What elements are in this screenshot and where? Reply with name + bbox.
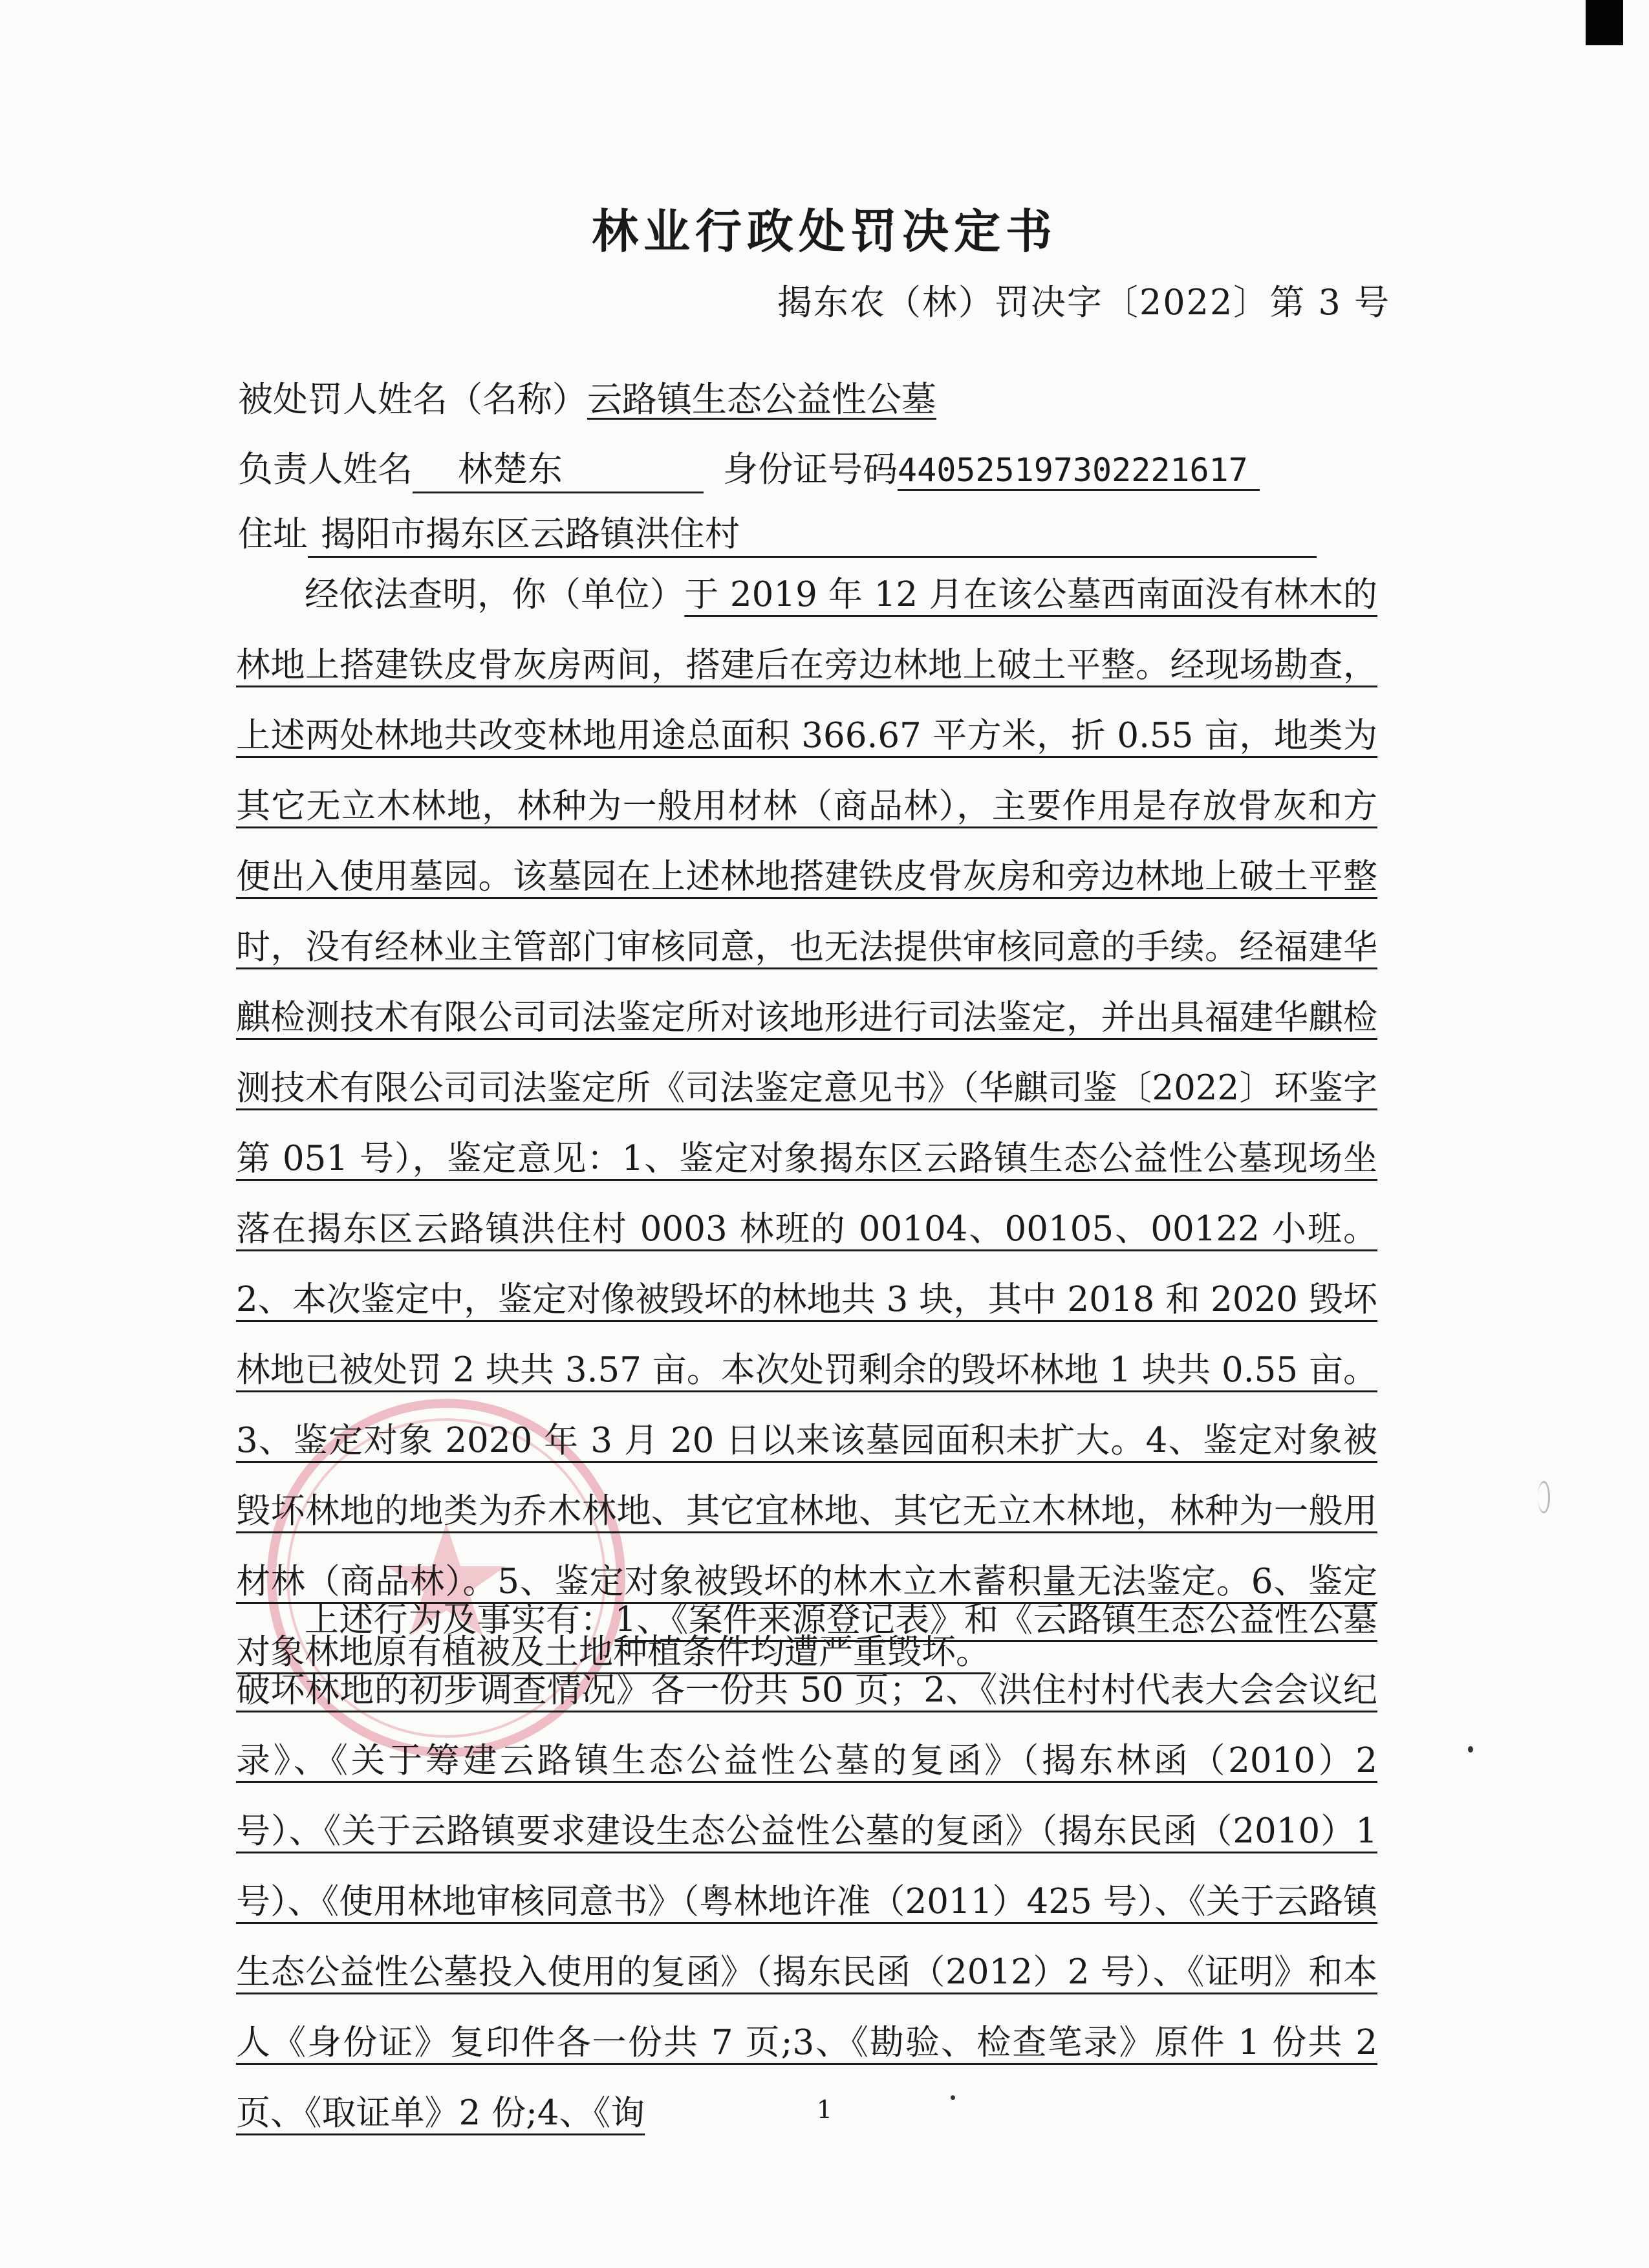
scan-speck	[951, 2095, 955, 2100]
page-number: 1	[816, 2095, 833, 2124]
responsible-person-label: 负责人姓名	[238, 449, 413, 490]
document-title: 林业行政处罚决定书	[591, 204, 1057, 259]
address-label: 住址	[238, 513, 308, 554]
evidence-paragraph	[236, 1584, 1377, 2148]
scan-corner-mark	[1586, 0, 1623, 45]
address-value: 揭阳市揭东区云路镇洪住村	[308, 506, 1317, 558]
scan-speck	[1468, 1746, 1473, 1753]
evidence-body: 1、《案件来源登记表》和《云路镇生态公益性公墓破坏林地的初步调查情况》各一份共 50 页；2、《洪住村村代表大会会议纪录》、《关于筹建云路镇生态公益性公墓的复函》（揭东林函（2010）2 号）、《关于云路镇要求建设生态公益性公墓的复函》（揭东民函（2010）1 号）、《使用林地审核同意书》（粤林地许准（2011）425 号）、《关于云路镇生态公益性公墓投入使用的复函》（揭东民函（2012）2 号）、《证明》和本人《身份证》复印件各一份共 7 页;3、《勘验、检查笔录》原件 1 份共 2 页、《取证单》2 份;4、《询	[236, 1600, 1377, 2133]
findings-body: 于 2019 年 12 月在该公墓西南面没有林木的林地上搭建铁皮骨灰房两间，搭建后在旁边林地上破土平整。经现场勘查，上述两处林地共改变林地用途总面积 366.67 平方米，折 0.55 亩，地类为其它无立木林地，林种为一般用材林（商品林），主要作用是存放骨灰和方便出入使用墓园。该墓园在上述林地搭建铁皮骨灰房和旁边林地上破土平整时，没有经林业主管部门审核同意，也无法提供审核同意的手续。经福建华麒检测技术有限公司司法鉴定所对该地形进行司法鉴定，并出具福建华麒检测技术有限公司司法鉴定所《司法鉴定意见书》（华麒司鉴〔2022〕环鉴字第 051 号），鉴定意见：1、鉴定对象揭东区云路镇生态公益性公墓现场坐落在揭东区云路镇洪住村 0003 林班的 00104、00105、00122 小班。2、本次鉴定中，鉴定对像被毁坏的林地共 3 块，其中 2018 和 2020 毁坏林地已被处罚 2 块共 3.57 亩。本次处罚剩余的毁坏林地 1 块共 0.55 亩。3、鉴定对象 2020 年 3 月 20 日以来该墓园面积未扩大。4、鉴定对象被毁坏林地的地类为乔木林地、其它宜林地、其它无立木林地，林种为一般用材林（商品林）。5、鉴定对象被毁坏的林木立木蓄积量无法鉴定。6、鉴定对象林地原有植被及土地种植条件均遭严重毁坏。	[236, 575, 1377, 1672]
id-number-label: 身份证号码	[723, 449, 898, 490]
findings-paragraph	[236, 559, 1377, 1687]
party-name-row	[238, 372, 936, 422]
address-row	[238, 506, 1317, 558]
id-number-value: 440525197302221617	[898, 451, 1260, 491]
responsible-person-row	[238, 442, 1260, 493]
findings-lead: 经依法查明，你（单位）	[305, 575, 685, 614]
responsible-person-value: 林楚东	[413, 442, 704, 493]
scan-speck	[1538, 1481, 1550, 1513]
party-name-label: 被处罚人姓名（名称）	[238, 379, 587, 420]
party-name-value: 云路镇生态公益性公墓	[587, 379, 936, 420]
evidence-lead: 上述行为及事实有：	[305, 1600, 615, 1639]
document-number: 揭东农（林）罚决字〔2022〕第 3 号	[777, 282, 1390, 323]
